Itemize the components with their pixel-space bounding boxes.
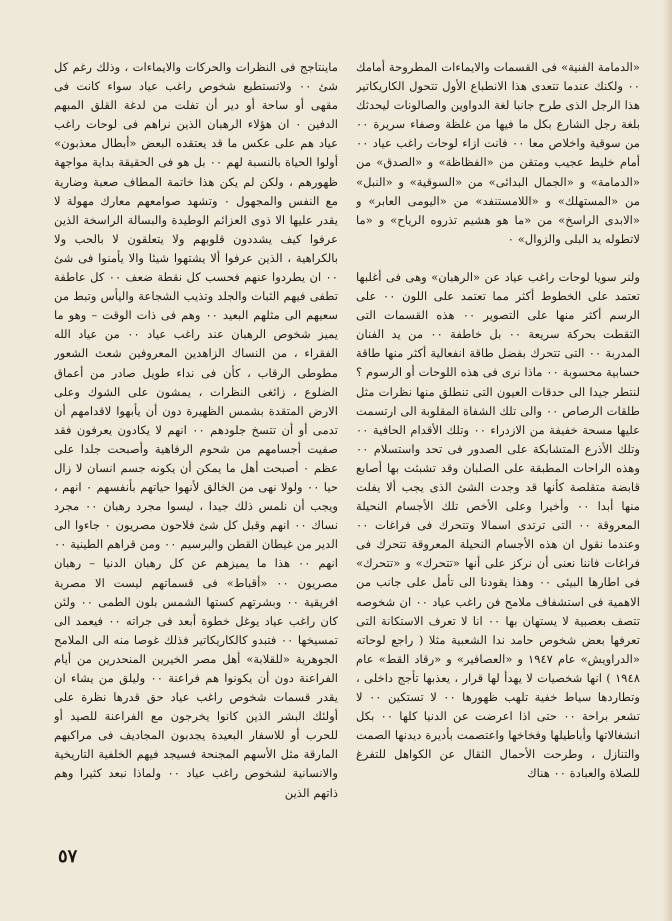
paragraph-spacer <box>356 249 640 268</box>
right-column <box>356 58 640 838</box>
scan-edge-shadow <box>662 0 672 921</box>
paragraph-1: «الدمامة الفنية» فى القسمات والايماءات المطروحة أمامك ٠٠ ولكنك عندما تتعدى هذا الانطباع الأول تتحول الكاريكاتير هذا الرجل الذى طرح جانبا لغة الدواوين والصالونات ليحدثك بلغة رجل الشارع بكل ما فيها من غلظة وصفاء سريرة ٠٠ من سوقية واخلاص معا ٠٠ فانت ازاء لوحات راغب عياد ٠٠ أمام خليط عجيب ومتقن من «الفظاظة» و «الصدق» من «الدمامة» و «الجمال البدائى» من «السوقية» و «النبل» من «المستهلك» و «اللامستنفد» من «اليومى العابر» و «الابدى الراسخ» من «ما هو هشيم تذروه الرياح» و «ما لاتطوله يد البلى والزوال» ٠ <box>356 60 640 246</box>
page-number: ٥٧ <box>58 846 78 867</box>
paragraph-2: ولنر سويا لوحات راغب عياد عن «الرهبان» وهى فى أغلبها تعتمد على الخطوط أكثر مما تعتمد على اللون ٠٠ على الرسم أكثر منها على التصوير ٠٠ هذه القسمات التى التقطت بحركة سريعة ٠٠ بل خاطفة ٠٠ من يد الفنان المدربة ٠٠ التى تتحرك بفضل طاقة انفعالية أكثر منها طاقة حسابية محسوبة ٠٠ ماذا نرى فى هذه اللوحات أو الرسوم ؟ لنتطر جيدا الى حدقات العيون التى تنطلق منها نظرات مثل طلقات الرصاص ٠٠ والى تلك الشفاة المقلوبة الى ارتسمت عليها مسحة خفيفة من الازدراء ٠٠ وتلك الأقدام الحافية ٠٠ وتلك الأذرع المتشابكة على الصدور فى تحد واستسلام ٠٠ وهذه الراحات المطبقة على الصلبان وقد تشبثت بها أصابع قابضة متقلصة كأنها قد وجدت الشئ الذى يجب ألا يفلت منها أبدا ٠٠ وأخيرا وعلى الأخص تلك الأجسام النحيلة المعروقة ٠٠ التى ترتدى اسمالا وتتحرك فى فراغات ٠٠ وعندما نقول ان هذه الأجسام النحيلة المعروقة تتحرك فى فراغات فاننا نعنى أن نركز على أنها «تتحرك» و «تتحرك» فى اطارها البيئى ٠٠ وهذا يقودنا الى تأمل على جانب من الاهمية فى استشفاف ملامح فن راغب عياد ٠٠ ان شخوصه تتصف بعصبية لا يستهان بها ٠٠ انا لا تعرف الاستكانة التى تعرفها بعض شخوص حامد ندا الشعبية مثلا ( راجع لوحاته «الدراويش» عام ١٩٤٧ و «العصافير» و «رقاد القط» عام ١٩٤٨ ) انها شخصيات لا يهدأ لها قرار ، يعذبها تأجج داخلى ، وتطاردها سياط خفية تلهب ظهورها ٠٠ لا تستكين ٠٠ لا تشعر براحة ٠٠ حتى اذا اعرضت عن الدنيا كلها ٠٠ بكل انشغالاتها وأباطيلها وفخاخها واعتصمت بأديرة ديدنها الصمت والتنازل ، وطرحت الأحمال الثقال عن الكواهل للتفرغ للصلاة والعبادة ٠٠ هناك <box>356 269 640 781</box>
paragraph-3: ماينتاجج فى النظرات والحركات والايماءات ، وذلك رغم كل شئ ٠٠ ولاتستطيع شخوص راغب عياد سواء كانت فى مقهى أو ساحة أو دير أن تفلت من لدغة القلق المبهم الدفين ٠ ان هؤلاء الرهبان الذين نراهم فى لوحات راغب عياد هم على عكس ما قد يعتقده البعض «أبطال معذبون» أولوا الحياة بالنسبة لهم ٠٠ بل هو فى الحقيقة بداية مواجهة ظهورهم ، ولكن لم يكن هذا خاتمة المطاف صعبة وضارية مع النفس والمجهول ٠ وتشهد صوامعهم معارك مهولة لا يقدر عليها الا ذوى العزائم الوطيدة والبسالة الراسخة الذين عرفوا كيف يشددون قلوبهم ولا يتعلقون لا بالحب ولا بالكراهية ، الذين عرفوا ألا يشتهوا شيئا والا يأمنوا فى شئ ٠٠ ان يطردوا عنهم فحسب كل نقطة ضعف ٠٠ كل عاطفة تطفى فيهم الثبات والجلد وتذيب الشجاعة واليأس وتبط من سعيهم الى مثلهم البعيد ٠٠ وهم فى ذات الوقت – وهو ما يميز شخوص الرهبان عند راغب عياد ٠٠ من عياد الله الفقراء ، من النساك الزاهدين المعروفين شعث الشعور مطوطى الرقاب ، كأن فى نداء طويل صادر من أعماق الضلوع ، زائغى النظرات ، يمشون على الشوك وعلى الارض المتقدة بشمس الظهيرة دون أن يأبهوا لاقدامهم أن تدمى أو أن تتسخ جلودهم ٠٠ انهم لا يكادون يعرفون فقد صفيت أجسامهم من شحوم الرفاهية وأصبحت جلدا على عظم ٠ أصبحت أهل ما يمكن أن يكونه جسم انسان لا زال حيا ٠٠ ولولا نهى من الخالق لأنهوا حياتهم بأنفسهم ٠ انهم ، ويجب أن نلمس ذلك جيدا ، ليسوا مجرد رهبان ٠٠ مجرد نساك ٠٠ انهم وقبل كل شئ فلاحون مصريون ٠ جاءوا الى الدير من غيطان القطن والبرسيم ٠٠ ومن قراهم الطينية ٠٠ انهم ٠٠ هذا ما يميزهم عن كل رهبان الدنيا – رهبان مصريون ٠٠ «أقباط» فى قسماتهم ليست الا مصرية افريقية ٠٠ وبشرتهم كستها الشمس بلون الطمى ٠٠ ولئن كان راغب عياد يوغل خطوة أبعد فى جراته ٠٠ فيعمد الى تمسيخها ٠٠ فتبدو كالكاريكاتير فذلك غوصا منه الى الملامح الجوهرية «للقلابة» أهل مصر الخيرين المنحدرين من أيام الفراعنة دون أن يكونوا هم فراعنة ٠٠ وليلق من يشاء ان يقدر قسمات شخوص راغب عياد حق قدرها نظرة على أولئك البشر الذين كانوا يخرجون مع الفراعنة للصيد أو للحرب أو للاسفار البعيدة يجدبون المجاديف فى مراكبهم المارقة مثل الأسهم المجنحة فسيجد فيهم الخلفية التاريخية والانسانية لشخوص راغب عياد ٠٠ ولماذا نبعد كثيرا وهم ذاتهم الذين <box>54 60 338 800</box>
left-column <box>54 58 338 838</box>
